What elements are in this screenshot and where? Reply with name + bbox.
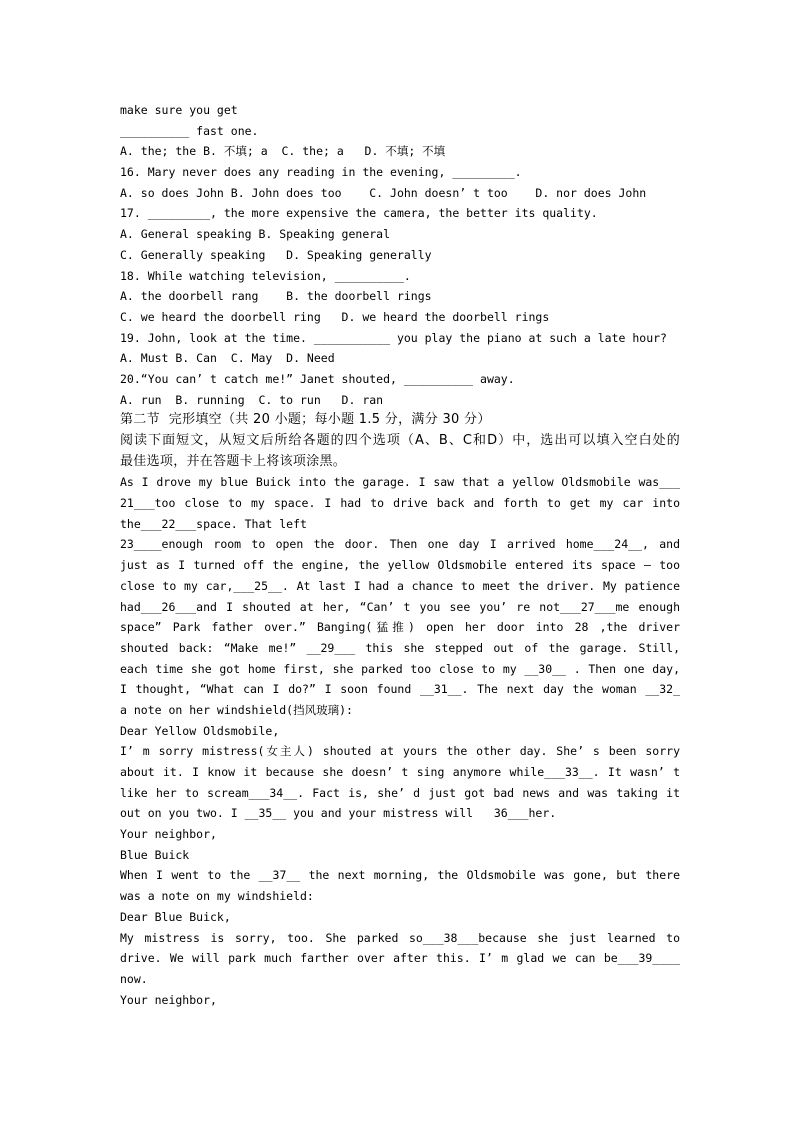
text-line: shouted back: “Make me!” __29___ this she stepped out of the garage. Still, [120, 640, 680, 655]
text-line: make sure you get [120, 103, 238, 117]
text-line: was a note on my windshield: [120, 889, 314, 904]
text-line: had___26___and I shouted at her, “Can’ t you see you’ re not___27___me enough [120, 599, 680, 614]
text-line: the___22___space. That left [120, 516, 307, 531]
text-line: Your neighbor, [120, 992, 217, 1007]
text-line: drive. We will park much farther over after this. I’ m glad we can be___39____ [120, 951, 680, 966]
text-line: C. we heard the doorbell ring D. we heard the doorbell rings [120, 309, 550, 324]
text-line: space” Park father over.” Banging(猛推) open her door into 28 ,the driver [120, 620, 680, 635]
text-line: I thought, “What can I do?” I soon found __31__. The next day the woman __32_ [120, 682, 680, 697]
text-line: 18. While watching television, __________. [120, 268, 411, 283]
text-line: As I drove my blue Buick into the garage. I saw that a yellow Oldsmobile was___ [120, 475, 680, 490]
text-line: Your neighbor, [120, 827, 217, 842]
text-line: 阅读下面短文，从短文后所给各题的四个选项（A、B、C和D）中，选出可以填入空白处的 [120, 433, 680, 448]
text-line: A. run B. running C. to run D. ran [120, 392, 384, 407]
text-line: out on you two. I __35__ you and your mistress will 36___her. [120, 806, 557, 821]
text-line: about it. I know it because she doesn’ t sing anymore while___33__. It wasn’ t [120, 765, 680, 779]
text-line: 21___too close to my space. I had to drive back and forth to get my car into [120, 496, 680, 511]
text-line: C. Generally speaking D. Speaking generally [120, 247, 432, 262]
text-line: I’ m sorry mistress(女主人) shouted at yours the other day. She’ s been sorry [120, 744, 680, 759]
text-line: each time she got home first, she parked too close to my __30__ . Then one day, [120, 661, 680, 676]
text-line: A. so does John B. John does too C. John doesn’ t too D. nor does John [120, 185, 647, 200]
text-line: A. General speaking B. Speaking general [120, 227, 391, 242]
text-line: 19. John, look at the time. ___________ you play the piano at such a late hour? [120, 330, 667, 345]
text-line: close to my car,___25__. At last I had a chance to meet the driver. My patience [120, 578, 680, 593]
text-line: __________ fast one. [120, 123, 259, 138]
text-line: A. the doorbell rang B. the doorbell rings [120, 289, 432, 304]
text-line: 20.“You can’ t catch me!” Janet shouted, __________ away. [120, 371, 515, 386]
text-line: 最佳选项，并在答题卡上将该项涂黑。 [120, 453, 347, 469]
text-line: just as I turned off the engine, the yellow Oldsmobile entered its space — too [120, 558, 680, 573]
text-line: Dear Blue Buick, [120, 909, 231, 924]
text-line: 23____enough room to open the door. Then one day I arrived home___24__, and [120, 537, 680, 552]
text-line: A. the; the B. 不填; a C. the; a D. 不填; 不填 [120, 144, 446, 159]
text-line: a note on her windshield(挡风玻璃): [120, 702, 353, 717]
text-line: When I went to the __37__ the next morning, the Oldsmobile was gone, but there [120, 868, 680, 883]
text-line: Dear Yellow Oldsmobile, [120, 723, 280, 738]
text-line: now. [120, 971, 148, 986]
text-line: like her to scream___34__. Fact is, she’ d just got bad news and was taking it [120, 785, 680, 800]
document-page [120, 100, 680, 1010]
text-line: 17. _________, the more expensive the camera, the better its quality. [120, 206, 598, 221]
text-line: A. Must B. Can C. May D. Need [120, 351, 335, 366]
text-line: My mistress is sorry, too. She parked so___38___because she just learned to [120, 930, 680, 945]
text-line: 第二节 完形填空（共 20 小题；每小题 1.5 分，满分 30 分） [120, 412, 491, 428]
text-line: 16. Mary never does any reading in the evening, _________. [120, 165, 522, 180]
text-line: Blue Buick [120, 847, 190, 862]
